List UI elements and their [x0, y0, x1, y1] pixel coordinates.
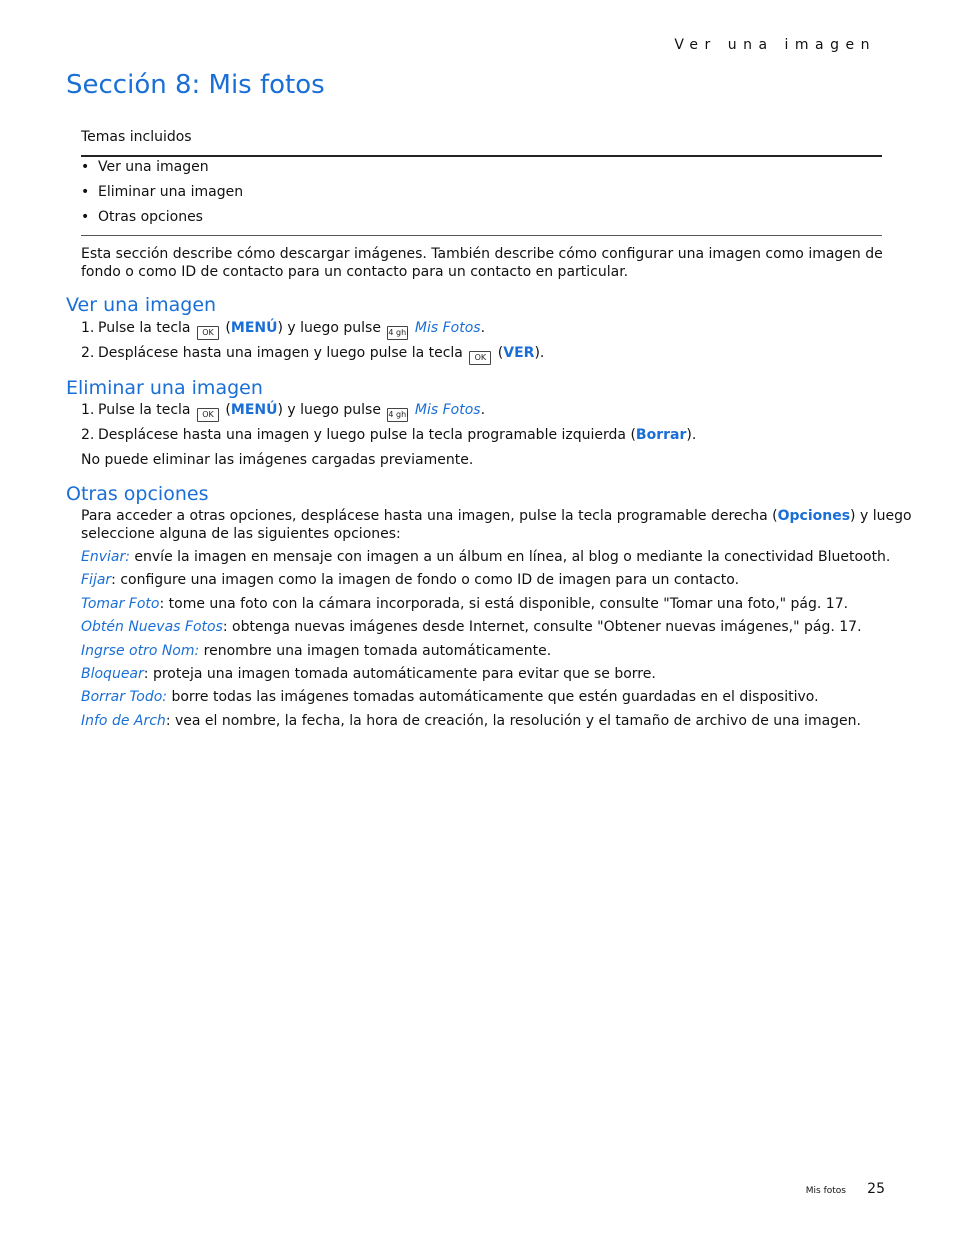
option-item	[81, 665, 890, 688]
option-name: Ingrse otro Nom:	[81, 642, 200, 659]
softkey-menu: MENÚ	[230, 402, 278, 418]
option-name: Bloquear	[81, 665, 144, 682]
heading-eliminar-una-imagen: Eliminar una imagen	[66, 377, 263, 399]
step-text: (	[225, 402, 231, 418]
page-number: 25	[867, 1181, 885, 1197]
ver-step-2	[81, 344, 544, 365]
step-text: ).	[686, 427, 697, 443]
step-text: Pulse la tecla	[98, 320, 191, 336]
option-desc: : configure una imagen como la imagen de fondo o como ID de imagen para un contacto.	[111, 572, 740, 589]
topic-item-label: Otras opciones	[98, 209, 203, 225]
heading-otras-opciones: Otras opciones	[66, 483, 209, 505]
bullet-icon: •	[81, 209, 90, 225]
option-name: Obtén Nuevas Fotos	[81, 619, 223, 636]
topic-item	[81, 183, 243, 208]
otras-intro-text: seleccione alguna de las siguientes opciones:	[81, 526, 401, 542]
step-text: Pulse la tecla	[98, 402, 191, 418]
step-text: Desplácese hasta una imagen y luego pulse la tecla	[98, 345, 463, 361]
option-desc: envíe la imagen en mensaje con imagen a un álbum en línea, al blog o mediante la conectividad Bluetooth.	[129, 549, 891, 565]
option-name: Borrar Todo:	[81, 689, 168, 706]
option-desc: : tome una foto con la cámara incorporada, si está disponible, consulte "Tomar una foto," pág. 17.	[159, 595, 849, 612]
option-item	[81, 618, 890, 641]
option-name: Enviar:	[81, 549, 130, 565]
option-desc: : vea el nombre, la fecha, la hora de creación, la resolución y el tamaño de archivo de una imagen.	[165, 712, 861, 729]
option-desc: : proteja una imagen tomada automáticamente para evitar que se borre.	[143, 665, 656, 682]
step-text: Desplácese hasta una imagen y luego pulse la tecla programable izquierda (	[98, 427, 636, 443]
bullet-icon: •	[81, 184, 90, 200]
option-item	[81, 712, 890, 735]
ok-key-icon: OK	[197, 408, 219, 422]
ok-key-icon: OK	[197, 326, 219, 340]
bullet-icon: •	[81, 159, 90, 175]
softkey-borrar: Borrar	[635, 427, 687, 443]
footer-section-label: Mis fotos	[805, 1186, 846, 1196]
option-item	[81, 688, 890, 711]
option-item	[81, 642, 890, 665]
heading-ver-una-imagen: Ver una imagen	[66, 294, 217, 316]
topic-item-label: Eliminar una imagen	[98, 184, 244, 200]
option-desc: : obtenga nuevas imágenes desde Internet, consulte "Obtener nuevas imágenes," pág. 17.	[222, 619, 862, 636]
step-text: (	[225, 320, 231, 336]
eliminar-step-2	[81, 426, 696, 445]
option-desc: renombre una imagen tomada automáticamente.	[199, 642, 552, 659]
option-name: Tomar Foto	[81, 595, 160, 612]
topics-label: Temas incluidos	[81, 129, 192, 145]
option-item	[81, 548, 890, 571]
running-header: Ver una imagen	[674, 37, 876, 53]
topic-item-label: Ver una imagen	[98, 159, 209, 175]
topic-item	[81, 208, 243, 233]
step-number: 2.	[81, 427, 95, 443]
topics-list	[81, 158, 243, 233]
four-key-icon: 4 ghi	[387, 408, 408, 422]
step-text: .	[480, 402, 486, 418]
topics-top-rule	[81, 155, 882, 157]
ver-step-1	[81, 319, 485, 340]
softkey-ver: VER	[503, 345, 535, 361]
eliminar-note: No puede eliminar las imágenes cargadas previamente.	[81, 452, 474, 468]
step-text: (	[497, 345, 504, 361]
option-item	[81, 571, 890, 594]
option-item	[81, 595, 890, 618]
eliminar-step-1	[81, 401, 485, 422]
step-text: ).	[534, 345, 545, 361]
option-name: Info de Arch	[81, 712, 166, 729]
otras-intro-text: ) y luego	[850, 508, 912, 524]
topics-bottom-rule	[81, 235, 882, 236]
section-title: Sección 8: Mis fotos	[66, 70, 325, 100]
otras-intro-text: Para acceder a otras opciones, desplácese hasta una imagen, pulse la tecla programable derecha (	[81, 508, 778, 524]
intro-paragraph: Esta sección describe cómo descargar imágenes. También describe cómo configurar una imagen como imagen de fondo o como ID de contacto para un contacto para un contacto en particular.	[81, 246, 883, 280]
step-text: ) y luego pulse	[277, 320, 381, 336]
step-number: 1.	[81, 320, 95, 336]
step-text: .	[480, 320, 486, 336]
step-number: 2.	[81, 345, 95, 361]
option-name: Fijar	[81, 572, 112, 589]
softkey-menu: MENÚ	[230, 320, 278, 336]
menu-item-mis-fotos: Mis Fotos	[414, 320, 481, 336]
option-desc: borre todas las imágenes tomadas automáticamente que estén guardadas en el dispositivo.	[167, 689, 819, 706]
options-list	[81, 548, 890, 735]
step-text: ) y luego pulse	[277, 402, 381, 418]
softkey-opciones: Opciones	[777, 508, 851, 524]
four-key-icon: 4 ghi	[387, 326, 408, 340]
ok-key-icon: OK	[469, 351, 491, 365]
otras-intro	[81, 507, 912, 543]
step-number: 1.	[81, 402, 95, 418]
topic-item	[81, 158, 243, 183]
menu-item-mis-fotos: Mis Fotos	[414, 402, 481, 418]
